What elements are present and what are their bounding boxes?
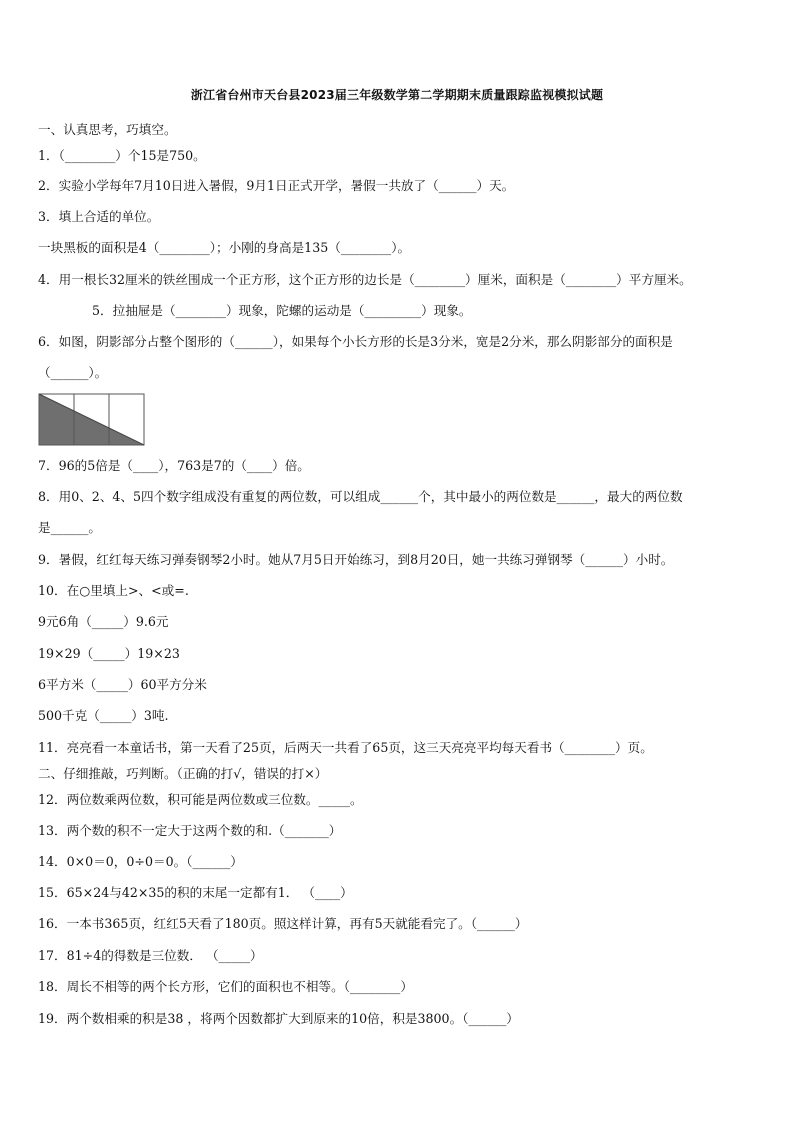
question-13: 13．两个数的积不一定大于这两个数的和.（_______） bbox=[38, 823, 342, 838]
question-10-item-1: 9元6角（_____）9.6元 bbox=[38, 614, 169, 629]
question-11: 11．亮亮看一本童话书，第一天看了25页，后两天一共看了65页，这三天亮亮平均每天看书（________）页。 bbox=[38, 740, 653, 755]
question-8: 8．用0、2、4、5四个数字组成没有重复的两位数，可以组成______个，其中最小的两位数是______，最大的两位数 bbox=[38, 489, 683, 504]
question-9: 9．暑假，红红每天练习弹奏钢琴2小时。她从7月5日开始练习，到8月20日，她一共练习弹钢琴（______）小时。 bbox=[38, 552, 674, 567]
rectangles-figure bbox=[38, 393, 146, 447]
question-6: 6．如图，阴影部分占整个图形的（______），如果每个小长方形的长是3分米，宽是2分米，那么阴影部分的面积是 bbox=[38, 334, 673, 349]
question-3-item: 一块黑板的面积是4（________）；小刚的身高是135（________）。 bbox=[38, 240, 411, 255]
question-8-cont: 是______。 bbox=[38, 520, 101, 535]
question-4: 4．用一根长32厘米的铁丝围成一个正方形，这个正方形的边长是（________）厘米，面积是（________）平方厘米。 bbox=[38, 272, 692, 287]
question-5: 5．拉抽屉是（________）现象，陀螺的运动是（_________）现象。 bbox=[92, 303, 472, 318]
question-10-item-3: 6平方米（_____）60平方分米 bbox=[38, 677, 207, 692]
question-18: 18．周长不相等的两个长方形，它们的面积也不相等。（________） bbox=[38, 979, 413, 994]
question-10-item-2: 19×29（_____）19×23 bbox=[38, 646, 180, 661]
question-17: 17．81÷4的得数是三位数． （_____） bbox=[38, 948, 263, 963]
question-14: 14．0×0＝0，0÷0＝0。（______） bbox=[38, 854, 243, 869]
question-10: 10．在○里填上>、<或=. bbox=[38, 583, 189, 598]
question-10-item-4: 500千克（_____）3吨. bbox=[38, 708, 169, 723]
section-2-heading: 二、仔细推敲，巧判断。（正确的打√，错误的打×） bbox=[38, 766, 328, 781]
page-title: 浙江省台州市天台县2023届三年级数学第二学期期末质量跟踪监视模拟试题 bbox=[190, 88, 604, 102]
question-19: 19．两个数相乘的积是38 ，将两个因数都扩大到原来的10倍，积是3800。（______） bbox=[38, 1011, 519, 1026]
question-15: 15．65×24与42×35的积的末尾一定都有1． （____） bbox=[38, 885, 353, 900]
question-2: 2．实验小学每年7月10日进入暑假，9月1日正式开学，暑假一共放了（______）天。 bbox=[38, 178, 515, 193]
question-16: 16．一本书365页，红红5天看了180页。照这样计算，再有5天就能看完了。（______） bbox=[38, 916, 528, 931]
question-7: 7．96的5倍是（____），763是7的（____）倍。 bbox=[38, 458, 310, 473]
question-12: 12．两位数乘两位数，积可能是两位数或三位数。_____。 bbox=[38, 792, 363, 807]
question-3: 3．填上合适的单位。 bbox=[38, 209, 160, 224]
section-1-heading: 一、认真思考，巧填空。 bbox=[38, 122, 177, 137]
question-6-cont: （______）。 bbox=[38, 365, 108, 380]
question-1: 1．（________）个15是750。 bbox=[38, 148, 206, 163]
